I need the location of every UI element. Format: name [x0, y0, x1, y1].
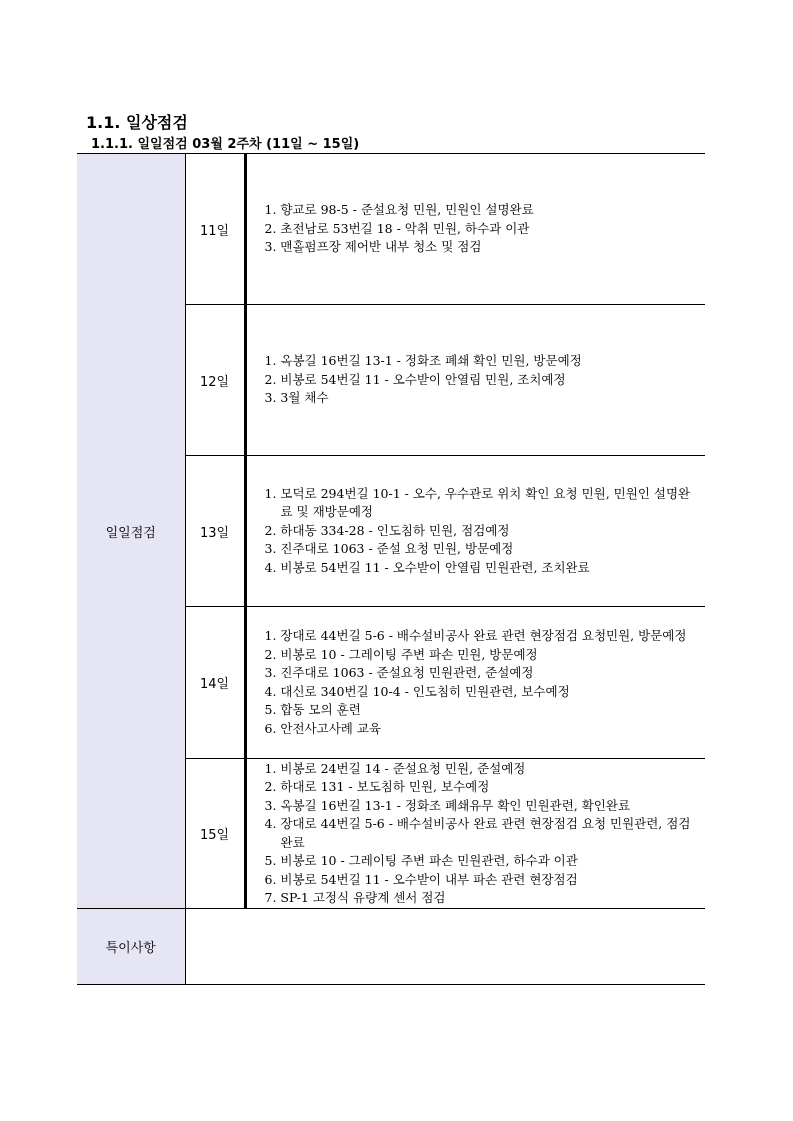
item-list [265, 201, 698, 257]
list-item: 7. SP-1 고정식 유량계 센서 점검 [264, 890, 446, 905]
list-item: 2. 초전남로 53번길 18 - 악취 민원, 하수과 이관 [264, 220, 530, 236]
day-label: 13일 [185, 456, 245, 607]
list-item: 1. 장대로 44번길 5-6 - 배수설비공사 완료 관련 현장점검 요청민원, 방문예정 [264, 628, 687, 643]
day-label: 15일 [185, 759, 245, 909]
list-item: 1. 모덕로 294번길 10-1 - 오수, 우수관로 위치 확인 요청 민원, 민원인 설명완료 및 재방문예정 [264, 485, 691, 520]
list-item: 3. 진주대로 1063 - 준설 요청 민원, 방문예정 [264, 541, 514, 557]
item-list [265, 352, 698, 408]
list-item: 3. 옥봉길 16번길 13-1 - 정화조 폐쇄유무 확인 민원관련, 확인완료 [264, 797, 631, 813]
day-label: 14일 [185, 607, 245, 759]
list-item: 2. 비봉로 54번길 11 - 오수받이 안열림 민원, 조치예정 [264, 371, 566, 387]
list-item: 2. 비봉로 10 - 그레이팅 주변 파손 민원, 방문예정 [264, 646, 538, 662]
list-item: 2. 하대로 131 - 보도침하 민원, 보수예정 [264, 779, 490, 794]
category-label: 일일점검 [77, 154, 185, 909]
list-item: 6. 비봉로 54번길 11 - 오수받이 내부 파손 관련 현장점검 [264, 871, 578, 887]
list-item: 6. 안전사고사례 교육 [264, 720, 381, 736]
notes-label: 특이사항 [77, 909, 185, 985]
subsection-heading: 1.1.1. 일일점검 03월 2주차 (11일 ~ 15일) [91, 137, 360, 152]
item-list [265, 760, 698, 908]
day-items [245, 154, 705, 305]
list-item: 5. 비봉로 10 - 그레이팅 주변 파손 민원관련, 하수과 이관 [264, 853, 578, 868]
table-row [77, 154, 705, 305]
day-items [245, 456, 705, 607]
list-item: 3. 맨홀펌프장 제어반 내부 청소 및 점검 [264, 239, 482, 255]
list-item: 1. 향교로 98-5 - 준설요청 민원, 민원인 설명완료 [264, 202, 534, 218]
list-item: 1. 비봉로 24번길 14 - 준설요청 민원, 준설예정 [264, 760, 526, 776]
day-label: 12일 [185, 305, 245, 456]
item-list [265, 627, 698, 738]
notes-value [185, 909, 705, 985]
day-label: 11일 [185, 154, 245, 305]
list-item: 1. 옥봉길 16번길 13-1 - 정화조 폐쇄 확인 민원, 방문예정 [264, 353, 582, 369]
daily-inspection-table [77, 153, 705, 985]
list-item: 2. 하대동 334-28 - 인도침하 민원, 점검예정 [264, 522, 510, 538]
list-item: 4. 비봉로 54번길 11 - 오수받이 안열림 민원관련, 조치완료 [264, 559, 590, 575]
section-heading: 1.1. 일상점검 [86, 113, 188, 132]
day-items [245, 759, 705, 909]
list-item: 3. 진주대로 1063 - 준설요청 민원관련, 준설예정 [264, 665, 534, 680]
list-item: 4. 대신로 340번길 10-4 - 인도침히 민원관련, 보수예정 [264, 683, 570, 699]
list-item: 3. 3월 채수 [264, 390, 329, 406]
day-items [245, 305, 705, 456]
list-item: 5. 합동 모의 훈련 [264, 702, 361, 717]
list-item: 4. 장대로 44번길 5-6 - 배수설비공사 완료 관련 현장점검 요청 민원관련, 점검완료 [264, 816, 691, 850]
notes-row [77, 909, 705, 985]
item-list [265, 485, 698, 578]
day-items [245, 607, 705, 759]
